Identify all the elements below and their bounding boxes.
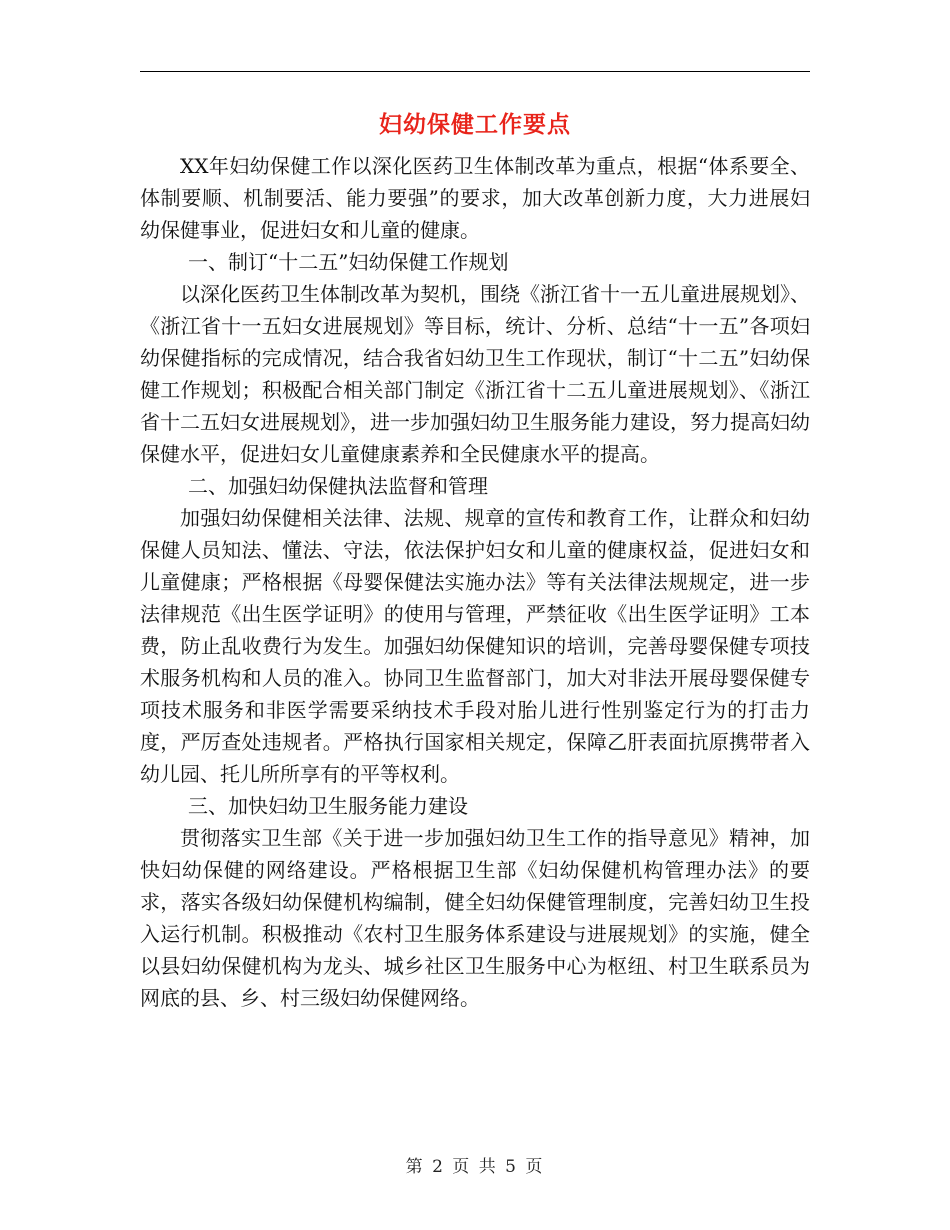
section-3-paragraph: 贯彻落实卫生部《关于进一步加强妇幼卫生工作的指导意见》精神，加快妇幼保健的网络建设。严格根据卫生部《妇幼保健机构管理办法》的要求，落实各级妇幼保健机构编制，健全妇幼保健管理制度，完善妇幼卫生投入运行机制。积极推动《农村卫生服务体系建设与进展规划》的实施，健全以县妇幼保健机构为龙头、城乡社区卫生服务中心为枢纽、村卫生联系员为网底的县、乡、村三级妇幼保健网络。 [140, 826, 810, 1010]
section-heading-2: 二、加强妇幼保健执法监督和管理 [188, 474, 488, 498]
section-heading-3: 三、加快妇幼卫生服务能力建设 [188, 794, 468, 818]
intro-paragraph: XX年妇幼保健工作以深化医药卫生体制改革为重点，根据“体系要全、体制要顺、机制要活、能力要强”的要求，加大改革创新力度，大力进展妇幼保健事业，促进妇女和儿童的健康。 [140, 154, 810, 242]
header-rule [140, 71, 810, 72]
section-1-paragraph: 以深化医药卫生体制改革为契机，围绕《浙江省十一五儿童进展规划》、《浙江省十一五妇女进展规划》等目标，统计、分析、总结“十一五”各项妇幼保健指标的完成情况，结合我省妇幼卫生工作现状，制订“十二五”妇幼保健工作规划；积极配合相关部门制定《浙江省十二五儿童进展规划》、《浙江省十二五妇女进展规划》，进一步加强妇幼卫生服务能力建设，努力提高妇幼保健水平，促进妇女儿童健康素养和全民健康水平的提高。 [140, 282, 810, 466]
document-title: 妇幼保健工作要点 [379, 111, 571, 138]
section-heading-1: 一、制订“十二五”妇幼保健工作规划 [188, 250, 509, 274]
section-2-paragraph: 加强妇幼保健相关法律、法规、规章的宣传和教育工作，让群众和妇幼保健人员知法、懂法、守法，依法保护妇女和儿童的健康权益，促进妇女和儿童健康；严格根据《母婴保健法实施办法》等有关法律法规规定，进一步法律规范《出生医学证明》的使用与管理，严禁征收《出生医学证明》工本费，防止乱收费行为发生。加强妇幼保健知识的培训，完善母婴保健专项技术服务机构和人员的准入。协同卫生监督部门，加大对非法开展母婴保健专项技术服务和非医学需要采纳技术手段对胎儿进行性别鉴定行为的打击力度，严厉查处违规者。严格执行国家相关规定，保障乙肝表面抗原携带者入幼儿园、托儿所所享有的平等权利。 [140, 506, 810, 786]
document-body [140, 150, 810, 1014]
page-number: 第 2 页 共 5 页 [405, 1157, 545, 1177]
